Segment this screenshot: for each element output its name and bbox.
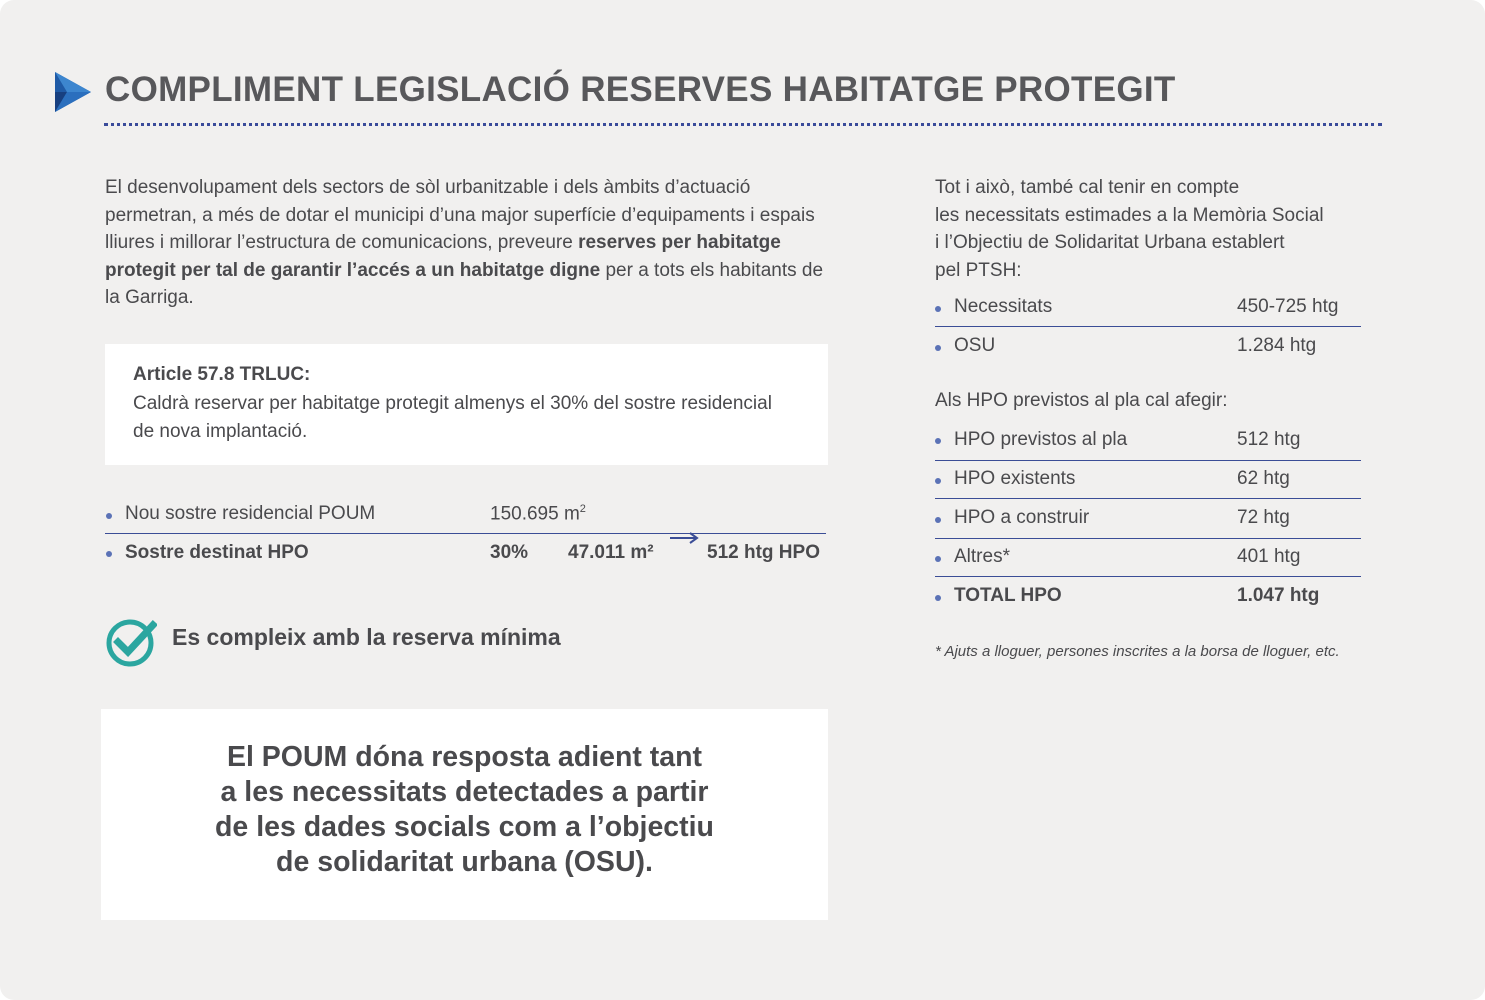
hpo-label: HPO existents [954,468,1076,489]
row-label-hpo-roof: Sostre destinat HPO [125,542,309,563]
intro-text-bold: reserves per habitatge protegit per tal de garantir l’accés a un habitatge digne [105,232,781,281]
conclusion-line: a les necessitats detectades a partir [220,776,709,808]
compliance-text: Es compleix amb la reserva mínima [172,624,561,650]
conclusion-line: El POUM dóna resposta adient tant [226,741,703,773]
article-text: Caldrà reservar per habitatge protegit almenys el 30% del sostre residencial de nova implantació. [133,393,772,442]
hpo-value: 401 htg [1237,546,1301,567]
bullet-icon [935,438,941,444]
hpo-value: 62 htg [1237,468,1290,489]
check-circle-icon [105,617,157,667]
hpo-value: 512 htg [1237,429,1301,450]
hpo-label: Altres* [954,546,1010,567]
row-divider [935,498,1361,499]
row-divider [935,538,1361,539]
right-intro-line: les necessitats estimades a la Memòria Social [935,204,1324,226]
bullet-icon [935,345,941,351]
right-intro-line: Tot i això, també cal tenir en compte [935,177,1240,198]
right-intro-line: i l’Objectiu de Solidaritat Urbana establert [935,232,1285,253]
right-intro [935,174,1375,284]
bullet-icon [935,478,941,484]
needs-label: Necessitats [954,296,1053,317]
page-title: COMPLIMENT LEGISLACIÓ RESERVES HABITATGE PROTEGIT [105,70,1176,109]
row-value-new-roof: 150.695 $m^2$ [490,503,586,525]
title-divider [104,123,1382,126]
row-result-hpo: 512 htg HPO [707,542,820,563]
row-divider [105,533,826,534]
bullet-icon [106,513,112,519]
hpo-label: HPO previstos al pla [954,429,1128,450]
right-intro-line: pel PTSH: [935,259,1022,281]
row-divider [935,576,1361,577]
intro-text-1: El desenvolupament dels sectors de sòl urbanitzable i dels àmbits d’actuació permetran, a més de dotar el municipi d’una major superfície d’equipaments i espais lliures i millorar l’estructura de comunicacions, preveure [105,177,815,253]
row-area-hpo: 47.011 m² [568,542,654,563]
row-divider [935,326,1361,327]
hpo-total-value: 1.047 htg [1237,585,1320,606]
conclusion-line: de les dades socials com a l’objectiu [215,811,714,843]
play-triangle-icon [55,72,91,112]
intro-text-2: per a tots els habitants de la Garriga. [105,259,824,308]
conclusion-line: de solidaritat urbana (OSU). [276,846,653,878]
bullet-icon [935,517,941,523]
hpo-value: 72 htg [1237,507,1290,528]
row-percent-hpo: 30% [490,542,529,563]
row-label-new-roof: Nou sostre residencial POUM [125,503,376,524]
intro-paragraph [105,174,825,312]
footnote: * Ajuts a lloguer, persones inscrites a la borsa de lloguer, etc. [935,643,1340,660]
row-divider [935,460,1361,461]
bullet-icon [935,556,941,562]
conclusion-text [101,740,828,880]
hpo-label: HPO a construir [954,507,1090,528]
arrow-right-icon [670,532,700,544]
bullet-icon [935,306,941,312]
hpo-total-label: TOTAL HPO [954,585,1062,606]
osu-value: 1.284 htg [1237,335,1317,356]
needs-value: 450-725 htg [1237,296,1339,317]
osu-label: OSU [954,335,996,356]
bullet-icon [106,551,112,557]
bullet-icon [935,595,941,601]
hpo-subheading: Als HPO previstos al pla cal afegir: [935,390,1228,411]
article-title: Article 57.8 TRLUC: [133,364,311,385]
